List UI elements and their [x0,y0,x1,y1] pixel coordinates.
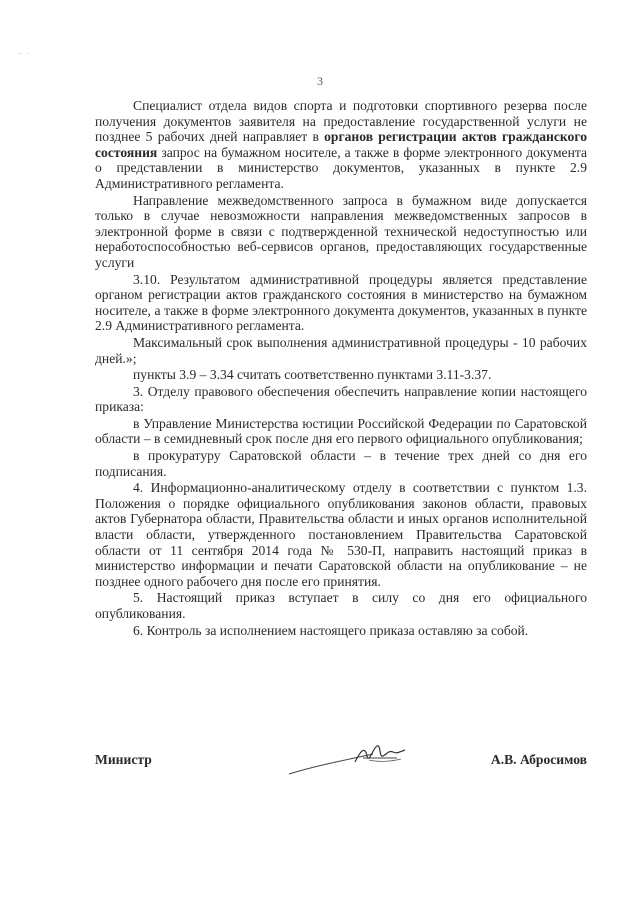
paragraph: в прокуратуру Саратовской области – в течение трех дней со дня его подписания. [95,448,587,479]
signature-block [95,746,587,786]
paragraph: 6. Контроль за исполнением настоящего приказа оставляю за собой. [133,622,529,638]
paragraph: Направление межведомственного запроса в бумажном виде допускается только в случае невозможности направления межведомственных запросов в электронной форме в связи с подтвержденной технической недоступностью или неработоспособностью веб-сервисов органов, предоставляющих государственные услуги [95,192,587,270]
bold-phrase: органов регистрации актов гражданского состояния [95,129,587,160]
signatory-title: Министр [95,752,152,767]
paragraph: 5. Настоящий приказ вступает в силу со дня его официального опубликования. [95,590,587,621]
paragraph: 4. Информационно-аналитическому отделу в соответствии с пунктом 1.3. Положения о порядке официального опубликования законов области, правовых актов Губернатора области, Правительства области и иных органов исполнительной власти области, утвержденного постановлением Правительства Саратовской области от 11 сентября 2014 года № 530-П, направить настоящий приказ в министерство информации и печати Саратовской области на опубликование – не позднее одного рабочего дня после его принятия. [95,480,587,589]
signatory-name: А.В. Абросимов [490,752,587,767]
document-body [95,98,587,639]
handwritten-signature [285,740,415,780]
paragraph: пункты 3.9 – 3.34 считать соответственно пунктами 3.11-3.37. [133,367,492,383]
paragraph: Специалист отдела видов спорта и подготовки спортивного резерва после получения документов заявителя на предоставление государственной услуги не позднее 5 рабочих дней направляет в органов регистрации актов гражданского состояния запрос на бумажном носителе, а также в форме электронного документа о представлении в министерство документов, указанных в пункте 2.9 Административного регламента. [95,98,587,191]
page-number: 3 [317,74,323,88]
paragraph: Максимальный срок выполнения административной процедуры - 10 рабочих дней.»; [95,334,587,366]
corner-mark: .. . [18,48,29,56]
paragraph: 3. Отделу правового обеспечения обеспечить направление копии настоящего приказа: [95,383,587,415]
paragraph: в Управление Министерства юстиции Российской Федерации по Саратовской области – в семидневный срок после дня его первого официального опубликования; [95,415,587,447]
paragraph: 3.10. Результатом административной процедуры является представление органом регистрации актов гражданского состояния в министерство на бумажном носителе, а также в форме электронного документа документов, указанных в пункте 2.9 Административного регламента. [95,271,587,334]
